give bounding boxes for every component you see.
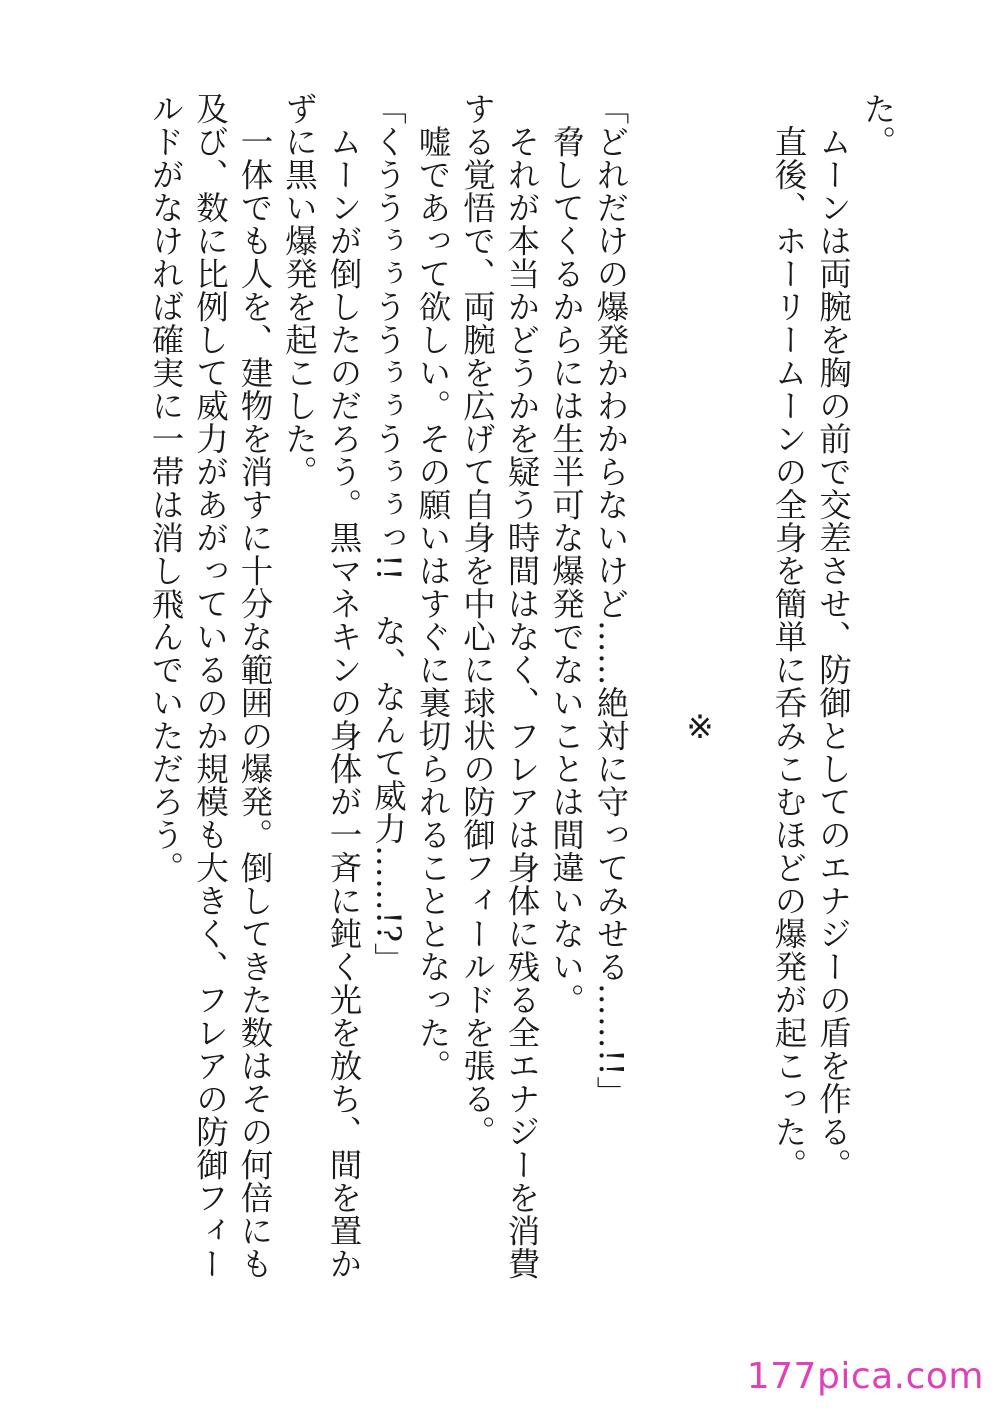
text-line: ずに黒い爆発を起こした。 <box>280 92 319 488</box>
text-line: それが本当かどうかを疑う時間はなく、フレアは身体に残る全エナジーを消費 <box>503 92 541 1280</box>
blank-line <box>722 92 767 1362</box>
text-line: た。 <box>859 92 897 158</box>
text-line: 一体でも人を、建物を消すに十分な範囲の爆発。倒してきた数はその何倍にも <box>236 92 274 1280</box>
text-line: 直後、ホーリームーンの全身を簡単に呑みこむほどの爆発が起こった。 <box>770 92 808 1181</box>
text-line: ムーンは両腕を胸の前で交差させ、防御としてのエナジーの盾を作る。 <box>814 92 853 1181</box>
vertical-text-block <box>144 92 901 1362</box>
text-line: 「どれだけの爆発かわからないけど……絶対に守ってみせる……!!」 <box>592 92 630 1110</box>
text-line: する覚悟で、両腕を広げて自身を中心に球状の防御フィールドを張る。 <box>458 92 497 1148</box>
text-line: 嘘であって欲しい。その願いはすぐに裏切られることとなった。 <box>414 92 452 1082</box>
text-line: 「くううぅぅううぅぅうぅぅっ!! な、なんて威力……!?」 <box>369 92 408 976</box>
text-line: 及び、数に比例して威力があがっているのか規模も大きく、フレアの防御フィー <box>191 92 230 1280</box>
text-line: 脅してくるからには生半可な爆発でないことは間違いない。 <box>547 92 586 1016</box>
text-line: ルドがなければ確実に一帯は消し飛んでいただろう。 <box>147 92 185 884</box>
watermark: 177pica.com <box>746 1356 984 1397</box>
blank-line <box>633 92 678 1362</box>
section-break-mark: ※ <box>681 707 719 747</box>
text-line: ムーンが倒したのだろう。黒マネキンの身体が一斉に鈍く光を放ち、間を置か <box>325 92 363 1280</box>
